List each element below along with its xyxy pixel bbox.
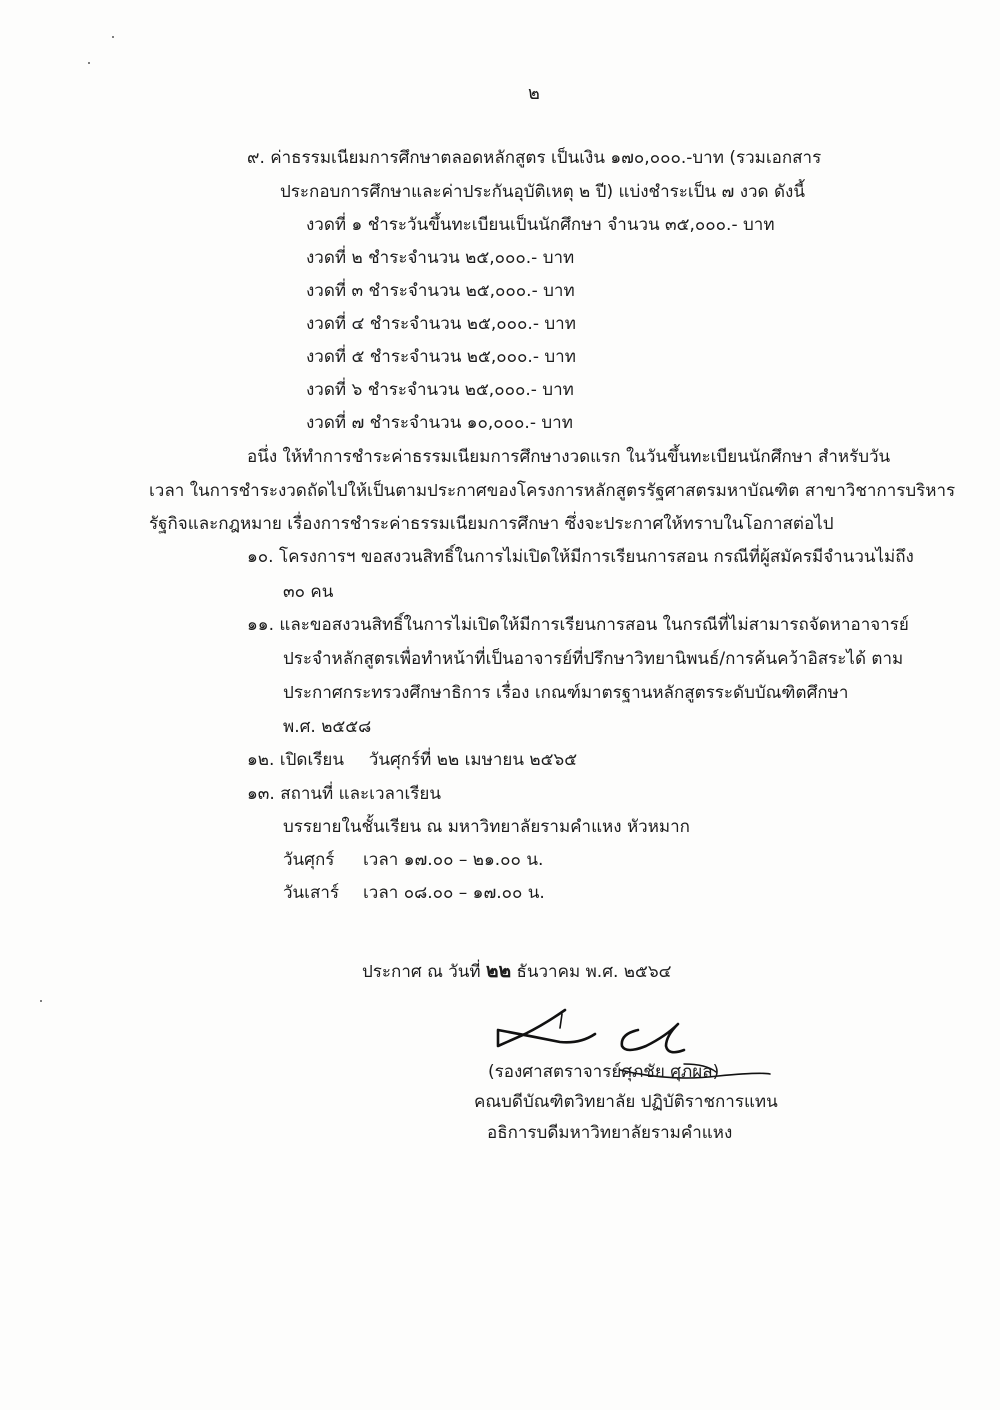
scan-speck [40, 1000, 42, 1002]
announcement-date [362, 959, 672, 984]
item11-line4: พ.ศ. ๒๕๕๘ [283, 717, 372, 737]
item11-line2: ประจำหลักสูตรเพื่อทำหน้าที่เป็นอาจารย์ที่ปรึกษาวิทยานิพนธ์/การค้นคว้าอิสระได้ ตาม [283, 649, 904, 669]
item11-line3: ประกาศกระทรวงศึกษาธิการ เรื่อง เกณฑ์มาตรฐานหลักสูตรระดับบัณฑิตศึกษา [283, 683, 849, 703]
signatory-title2: อธิการบดีมหาวิทยาลัยรามคำแหง [487, 1123, 733, 1143]
note-line3: รัฐกิจและกฎหมาย เรื่องการชำระค่าธรรมเนียมการศึกษา ซึ่งจะประกาศให้ทราบในโอกาสต่อไป [149, 514, 834, 534]
announcement-day: ๒๒ [486, 960, 512, 982]
installment-2: งวดที่ ๒ ชำระจำนวน ๒๕,๐๐๐.- บาท [306, 248, 575, 268]
item13-label: ๑๓. สถานที่ และเวลาเรียน [247, 784, 442, 804]
installment-4: งวดที่ ๔ ชำระจำนวน ๒๕,๐๐๐.- บาท [306, 314, 576, 334]
item13-location: บรรยายในชั้นเรียน ณ มหาวิทยาลัยรามคำแหง หัวหมาก [283, 817, 690, 837]
schedule-day: วันศุกร์ [283, 850, 335, 870]
item12-row [247, 748, 577, 772]
schedule-day: วันเสาร์ [283, 883, 340, 903]
item12-label: ๑๒. เปิดเรียน [247, 750, 344, 770]
item10-line2: ๓๐ คน [283, 582, 334, 602]
item12-value: วันศุกร์ที่ ๒๒ เมษายน ๒๕๖๕ [368, 750, 578, 770]
schedule-time: เวลา ๐๘.๐๐ – ๑๗.๐๐ น. [363, 883, 545, 903]
item9-line2: ประกอบการศึกษาและค่าประกันอุบัติเหตุ ๒ ปี) แบ่งชำระเป็น ๗ งวด ดังนี้ [280, 182, 805, 202]
scan-speck [88, 62, 90, 64]
announcement-suffix: ธันวาคม พ.ศ. ๒๕๖๔ [516, 962, 672, 982]
installment-3: งวดที่ ๓ ชำระจำนวน ๒๕,๐๐๐.- บาท [306, 281, 575, 301]
signatory-title1: คณบดีบัณฑิตวิทยาลัย ปฏิบัติราชการแทน [474, 1092, 778, 1112]
installment-1: งวดที่ ๑ ชำระวันขึ้นทะเบียนเป็นนักศึกษา จำนวน ๓๕,๐๐๐.- บาท [306, 215, 775, 235]
note-line1: อนึ่ง ให้ทำการชำระค่าธรรมเนียมการศึกษางวดแรก ในวันขึ้นทะเบียนนักศึกษา สำหรับวัน [247, 447, 891, 467]
signatory-name: (รองศาสตราจารย์ศุภชัย ศุภผล) [488, 1062, 720, 1082]
note-line2: เวลา ในการชำระงวดถัดไปให้เป็นตามประกาศของโครงการหลักสูตรรัฐศาสตรมหาบัณฑิต สาขาวิชาการบริหาร [149, 481, 956, 501]
scan-speck [112, 36, 114, 38]
installment-6: งวดที่ ๖ ชำระจำนวน ๒๕,๐๐๐.- บาท [306, 380, 574, 400]
installment-5: งวดที่ ๕ ชำระจำนวน ๒๕,๐๐๐.- บาท [306, 347, 576, 367]
item10-line1: ๑๐. โครงการฯ ขอสงวนสิทธิ์ในการไม่เปิดให้มีการเรียนการสอน กรณีที่ผู้สมัครมีจำนวนไม่ถึง [247, 547, 914, 567]
announcement-prefix: ประกาศ ณ วันที่ [362, 962, 481, 982]
installment-7: งวดที่ ๗ ชำระจำนวน ๑๐,๐๐๐.- บาท [306, 413, 573, 433]
page-number: ๒ [528, 83, 540, 104]
item11-line1: ๑๑. และขอสงวนสิทธิ์ในการไม่เปิดให้มีการเรียนการสอน ในกรณีที่ไม่สามารถจัดหาอาจารย์ [247, 615, 909, 635]
schedule-time: เวลา ๑๗.๐๐ – ๒๑.๐๐ น. [363, 850, 544, 870]
item9-line1: ๙. ค่าธรรมเนียมการศึกษาตลอดหลักสูตร เป็นเงิน ๑๗๐,๐๐๐.-บาท (รวมเอกสาร [247, 148, 822, 168]
